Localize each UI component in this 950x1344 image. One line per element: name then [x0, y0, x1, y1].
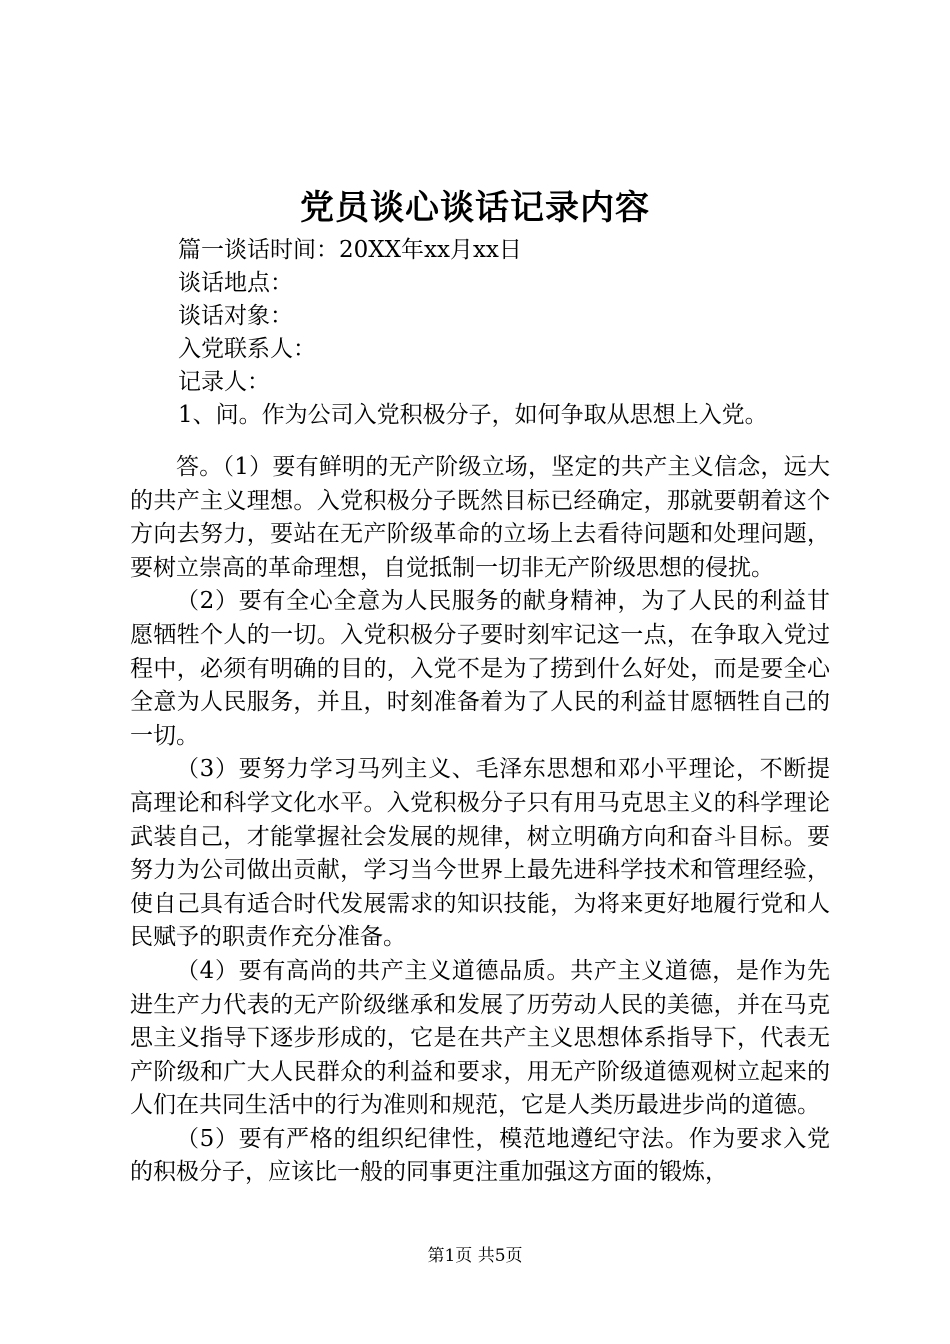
meta-block	[178, 234, 878, 432]
answer-paragraph-5: （5）要有严格的组织纪律性，模范地遵纪守法。作为要求入党的积极分子，应该比一般的同事更注重加强这方面的锻炼，	[130, 1125, 830, 1186]
answer-body	[130, 451, 830, 1190]
meta-line-time: 篇一谈话时间：20XX年xx月xx日	[178, 237, 522, 263]
meta-line-recorder: 记录人：	[178, 369, 270, 395]
answer-paragraph-2: （2）要有全心全意为人民服务的献身精神，为了人民的利益甘愿牺牲个人的一切。入党积极分子要时刻牢记这一点，在争取入党过程中，必须有明确的目的，入党不是为了捞到什么好处，而是要全心全意为人民服务，并且，时刻准备着为了人民的利益甘愿牺牲自己的一切。	[130, 588, 830, 749]
answer-paragraph-1: 答。（1）要有鲜明的无产阶级立场，坚定的共产主义信念，远大的共产主义理想。入党积极分子既然目标已经确定，那就要朝着这个方向去努力，要站在无产阶级革命的立场上去看待问题和处理问题，要树立崇高的革命理想，自觉抵制一切非无产阶级思想的侵扰。	[130, 454, 830, 581]
answer-paragraph-3: （3）要努力学习马列主义、毛泽东思想和邓小平理论，不断提高理论和科学文化水平。入党积极分子只有用马克思主义的科学理论武装自己，才能掌握社会发展的规律，树立明确方向和奋斗目标。要努力为公司做出贡献，学习当今世界上最先进科学技术和管理经验，使自己具有适合时代发展需求的知识技能，为将来更好地履行党和人民赋予的职责作充分准备。	[130, 756, 830, 951]
page-footer: 第1页 共5页	[427, 1246, 523, 1266]
meta-line-contact: 入党联系人：	[178, 336, 316, 362]
question-line: 1、问。作为公司入党积极分子，如何争取从思想上入党。	[178, 402, 768, 428]
document-title: 党员谈心谈话记录内容	[300, 188, 650, 228]
meta-line-subject: 谈话对象：	[178, 303, 293, 329]
answer-paragraph-4: （4）要有高尚的共产主义道德品质。共产主义道德，是作为先进生产力代表的无产阶级继承和发展了历劳动人民的美德，并在马克思主义指导下逐步形成的，它是在共产主义思想体系指导下，代表无产阶级和广大人民群众的利益和要求，用无产阶级道德观树立起来的人们在共同生活中的行为准则和规范，它是人类历最进步尚的道德。	[130, 957, 830, 1119]
meta-line-location: 谈话地点：	[178, 270, 293, 296]
